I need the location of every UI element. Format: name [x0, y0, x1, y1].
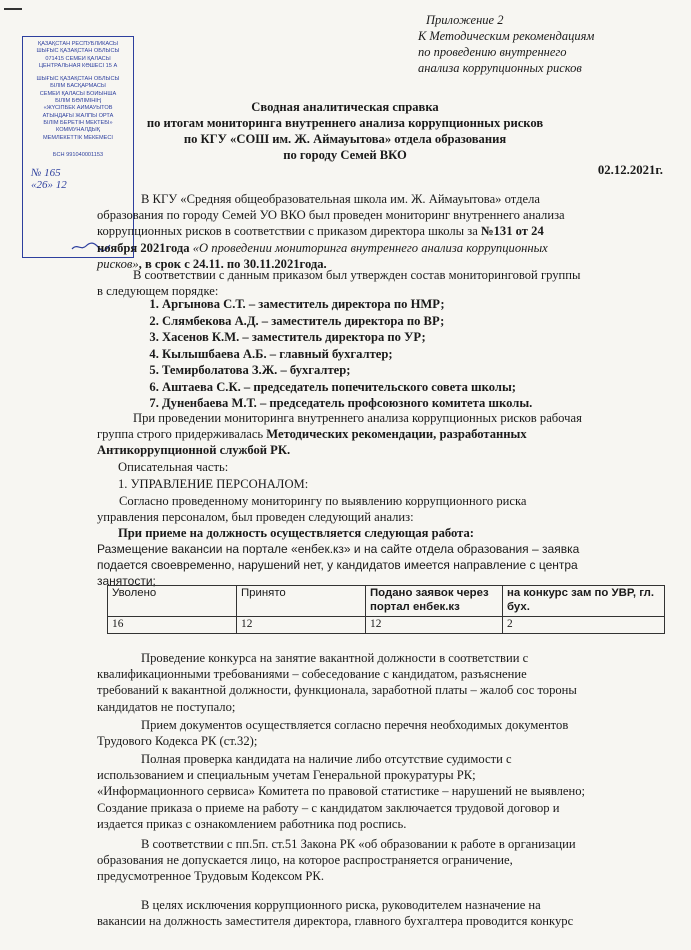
list-item: 2. Слямбекова А.Д. – заместитель директора по ВР;	[162, 313, 532, 330]
table-header-row: Уволено Принято Подано заявок через портал енбек.кз на конкурс зам по УВР, гл. бух.	[108, 586, 665, 617]
appendix-note: Приложение 2 К Методическим рекомендациям по проведению внутреннего анализа коррупционных рисков	[418, 13, 595, 75]
competition-paragraph: Проведение конкурса на занятие вакантной должности в соответствии с квалификационными требованиями – собеседование с кандидатом, разъяснение требований к вакантной должности, функционала, заработной платы – жалоб сос тороны кандидатов не поступало;	[97, 651, 577, 714]
list-item: 5. Темирболатова З.Ж. – бухгалтер;	[162, 362, 532, 379]
vacancy-paragraph: Размещение вакансии на портале «енбек.кз» и на сайте отдела образования – заявка подается своевременно, нарушений нет, у кандидатов имеется направление с центра занятости;	[97, 542, 580, 589]
law-paragraph: В соответствии с пп.5п. ст.51 Закона РК «об образовании к работе в организации образования не допускается лицо, на которое распространяется ограничение, предусмотренное Трудовым Кодексом РК.	[97, 837, 576, 884]
document-title: Сводная аналитическая справка по итогам мониторинга внутреннего анализа коррупционных рисков по КГУ «СОШ им. Ж. Аймауытова» отдела образования по городу Семей ВКО	[146, 100, 544, 162]
intro-paragraph: В КГУ «Средняя общеобразовательная школа им. Ж. Аймауытова» отдела образования по городу Семей УО ВКО был проведен мониторинг внутреннего анализа коррупционных рисков в соответствии с приказом директора школы за №131 от 24 ноября 2021года «О проведении мониторинга внутреннего анализа коррупционных рисков», в срок с 24.11. по 30.11.2021года.	[97, 192, 565, 271]
stamp-date: «26» 12	[31, 179, 67, 192]
list-item: 6. Аштаева С.К. – председатель попечительского совета школы;	[162, 379, 532, 396]
documents-paragraph: Прием документов осуществляется согласно перечня необходимых документов Трудового Кодекса РК (ст.32);	[97, 718, 569, 749]
stamp-number: № 165	[31, 167, 61, 180]
document-date: 02.12.2021г.	[597, 163, 663, 177]
list-item: 7. Дуненбаева М.Т. – председатель профсоюзного комитета школы.	[162, 395, 532, 412]
monitoring-paragraph: Согласно проведенному мониторингу по выявлению коррупционного риска управления персоналом, был проведен следующий анализ:	[97, 494, 527, 525]
monitoring-group-list	[140, 296, 532, 412]
table-row: 16 12 12 2	[108, 617, 665, 634]
list-item: 1. Аргынова С.Т. – заместитель директора по НМР;	[162, 296, 532, 313]
composition-paragraph: В соответствии с данным приказом был утвержден состав мониторинговой группы в следующем порядке:	[97, 268, 581, 299]
official-stamp: ҚАЗАҚСТАН РЕСПУБЛИКАСЫ ШЫҒЫС ҚАЗАҚСТАН ОБЛЫСЫ 071415 СЕМЕЙ ҚАЛАСЫ ЦЕНТРАЛЬНАЯ КӨШЕСІ 15 А ШЫҒЫС ҚАЗАҚСТАН ОБЛЫСЫ БІЛІМ БАСҚАРМАСЫ СЕМЕЙ ҚАЛАСЫ БОЙЫНША БІЛІМ БӨЛІМІНІҢ «ЖҮСІПБЕК АЙМАУЫТОВ АТЫНДАҒЫ ЖАЛПЫ ОРТА БІЛІМ БЕРЕТІН МЕКТЕБІ» КОММУНАЛДЫҚ МЕМЛЕКЕТТІК МЕКЕМЕСІ БСН 991040001153 № 165 «26» 12	[22, 36, 134, 258]
check-paragraph: Полная проверка кандидата на наличие либо отсутствие судимости с использованием и специальным учетам Генеральной прокуратуры РК; «Информационного сервиса» Комитета по правовой статистике – нарушений не выявлено; Создание приказа о приеме на работу – с кандидатом заключается трудовой договор и издается приказ с ознакомлением работника под роспись.	[97, 752, 586, 831]
personnel-table	[107, 585, 665, 634]
section-heading: 1. УПРАВЛЕНИЕ ПЕРСОНАЛОМ:	[118, 477, 309, 491]
hiring-heading: При приеме на должность осуществляется следующая работа:	[118, 526, 474, 540]
list-item: 4. Кылышбаева А.Б. – главный бухгалтер;	[162, 346, 532, 363]
descriptive-part-heading: Описательная часть:	[118, 460, 229, 474]
scan-mark	[4, 8, 22, 10]
exclusion-paragraph: В целях исключения коррупционного риска, руководителем назначение на вакансии на должность заместителя директора, главного бухгалтера проводится конкурс	[97, 898, 574, 929]
method-paragraph: При проведении мониторинга внутреннего анализа коррупционных рисков рабочая группа строго придерживалась Методических рекомендации, разработанных Антикоррупционной службой РК.	[97, 411, 582, 458]
list-item: 3. Хасенов К.М. – заместитель директора по УР;	[162, 329, 532, 346]
stamp-bin: БСН 991040001153	[52, 151, 104, 158]
